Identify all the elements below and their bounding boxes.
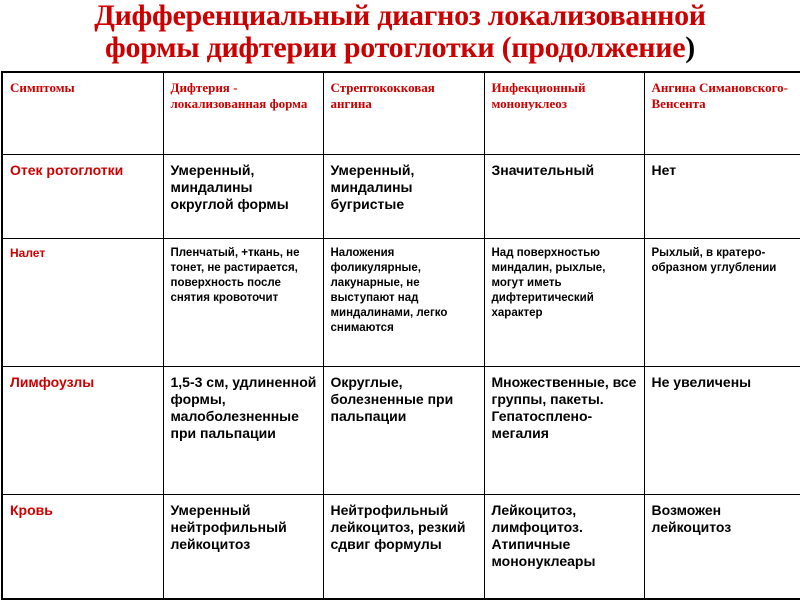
table-row-pharynx-edema xyxy=(2,154,800,238)
table-cell: Умеренный, миндалины округлой формы xyxy=(163,154,323,238)
table-cell: Не увеличены xyxy=(644,366,800,494)
table-cell: Лейкоцитоз, лимфоцитоз. Атипичные мононуклеары xyxy=(484,494,644,599)
symptom-cell: Отек ротоглотки xyxy=(2,154,163,238)
table-cell: 1,5-3 см, удлиненной формы, малоболезненные при пальпации xyxy=(163,366,323,494)
table-cell: Округлые, болезненные при пальпации xyxy=(323,366,484,494)
slide-title-line-2-text: формы дифтерии ротоглотки (продолжение xyxy=(105,31,686,64)
table-row-plaque xyxy=(2,238,800,366)
header-cell-diphtheria: Дифтерия - локализованная форма xyxy=(163,72,323,154)
header-cell-vincent-angina: Ангина Симановского-Венсента xyxy=(644,72,800,154)
slide-title-close-paren: ) xyxy=(685,31,695,64)
symptom-cell: Лимфоузлы xyxy=(2,366,163,494)
symptom-cell: Кровь xyxy=(2,494,163,599)
table-cell: Рыхлый, в кратеро-образном углублении xyxy=(644,238,800,366)
header-cell-mononucleosis: Инфекционный мононуклеоз xyxy=(484,72,644,154)
table-cell: Возможен лейкоцитоз xyxy=(644,494,800,599)
table-cell: Наложения фоликулярные, лакунарные, не выступают над миндалинами, легко снимаются xyxy=(323,238,484,366)
slide-title-line-2 xyxy=(0,32,800,64)
slide-title-line-1: Дифференциальный диагноз локализованной xyxy=(94,0,706,32)
table-cell: Умеренный нейтрофильный лейкоцитоз xyxy=(163,494,323,599)
table-cell: Нет xyxy=(644,154,800,238)
table-cell: Пленчатый, +ткань, не тонет, не растирается, поверхность после снятия кровоточит xyxy=(163,238,323,366)
symptom-cell: Налет xyxy=(2,238,163,366)
header-cell-symptoms: Симптомы xyxy=(2,72,163,154)
header-cell-strep-angina: Стрептококковая ангина xyxy=(323,72,484,154)
table-header-row xyxy=(2,72,800,154)
differential-diagnosis-table xyxy=(1,71,800,600)
table-cell: Над поверхностью миндалин, рыхлые, могут иметь дифтеритический характер xyxy=(484,238,644,366)
table-cell: Множественные, все группы, пакеты. Гепатосплено-мегалия xyxy=(484,366,644,494)
table-row-lymph-nodes xyxy=(2,366,800,494)
table-cell: Умеренный, миндалины бугристые xyxy=(323,154,484,238)
table-cell: Нейтрофильный лейкоцитоз, резкий сдвиг формулы xyxy=(323,494,484,599)
table-cell: Значительный xyxy=(484,154,644,238)
slide-title xyxy=(0,0,800,70)
table-row-blood xyxy=(2,494,800,599)
